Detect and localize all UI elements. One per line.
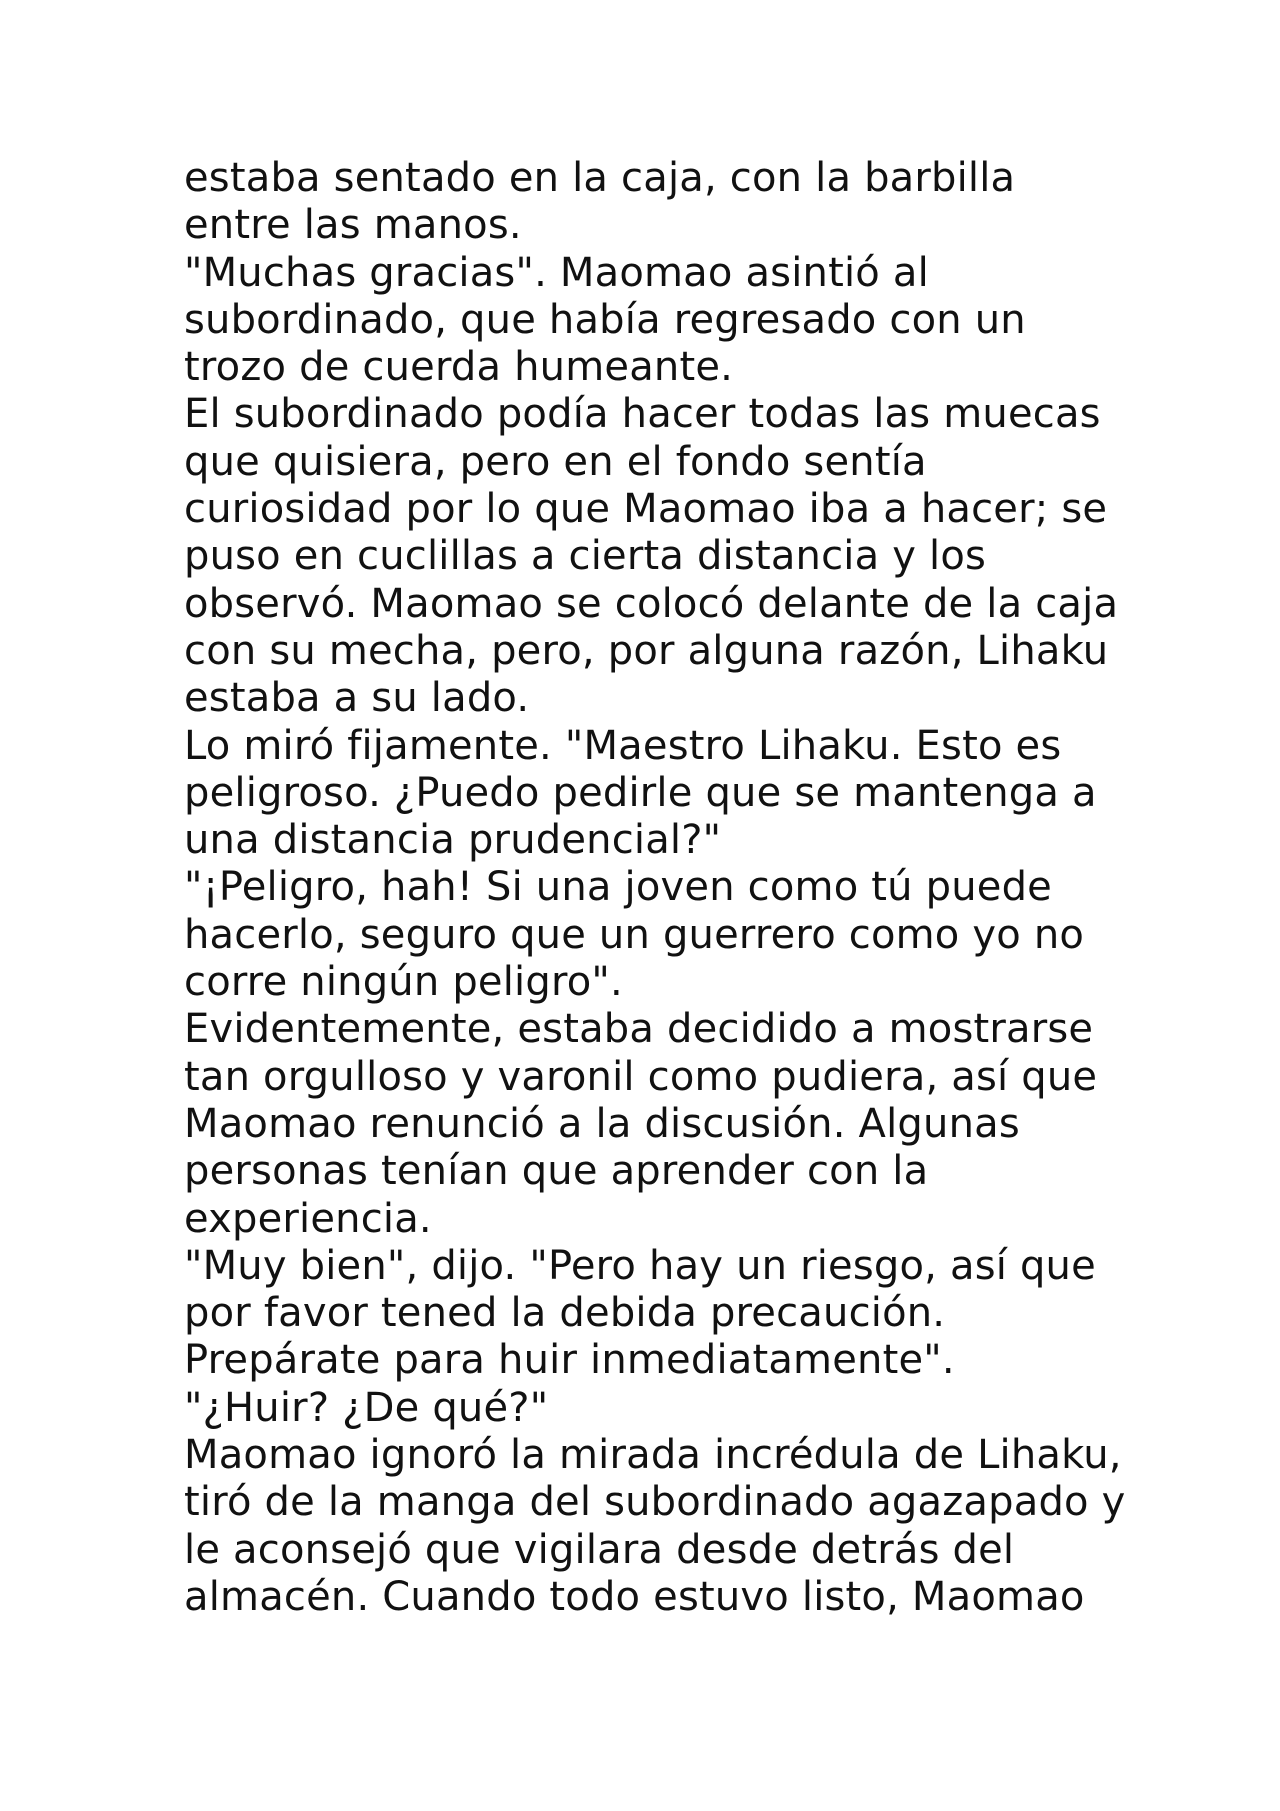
text-line: "¡Peligro, hah! Si una joven como tú puede	[184, 864, 1052, 911]
text-line: Maomao renunció a la discusión. Algunas	[184, 1100, 1020, 1147]
text-line: trozo de cuerda humeante.	[184, 344, 734, 391]
body-text	[184, 155, 1184, 1621]
text-line: Maomao ignoró la mirada incrédula de Lihaku,	[184, 1432, 1122, 1479]
text-line: "¿Huir? ¿De qué?"	[184, 1384, 549, 1431]
text-line: El subordinado podía hacer todas las muecas	[184, 391, 1101, 438]
text-line: estaba a su lado.	[184, 675, 530, 722]
text-line: hacerlo, seguro que un guerrero como yo no	[184, 911, 1085, 958]
text-line: personas tenían que aprender con la	[184, 1148, 929, 1195]
text-line: almacén. Cuando todo estuvo listo, Maomao	[184, 1573, 1085, 1620]
text-line: "Muy bien", dijo. "Pero hay un riesgo, así que	[184, 1242, 1096, 1289]
text-line: peligroso. ¿Puedo pedirle que se mantenga a	[184, 769, 1097, 816]
text-line: entre las manos.	[184, 202, 522, 249]
text-line: tan orgulloso y varonil como pudiera, así que	[184, 1053, 1098, 1100]
text-line: subordinado, que había regresado con un	[184, 296, 1026, 343]
text-line: observó. Maomao se colocó delante de la caja	[184, 580, 1119, 627]
text-line: estaba sentado en la caja, con la barbilla	[184, 155, 1016, 201]
text-line: una distancia prudencial?"	[184, 817, 722, 864]
text-line: Lo miró fijamente. "Maestro Lihaku. Esto es	[184, 722, 1062, 769]
text-line: por favor tened la debida precaución.	[184, 1290, 946, 1337]
text-line: experiencia.	[184, 1195, 432, 1242]
text-line: corre ningún peligro".	[184, 959, 623, 1006]
text-line: curiosidad por lo que Maomao iba a hacer; se	[184, 486, 1108, 533]
text-line: "Muchas gracias". Maomao asintió al	[184, 249, 929, 296]
text-line: que quisiera, pero en el fondo sentía	[184, 438, 927, 485]
text-line: tiró de la manga del subordinado agazapado y	[184, 1479, 1126, 1526]
text-line: Evidentemente, estaba decidido a mostrarse	[184, 1006, 1094, 1053]
text-line: puso en cuclillas a cierta distancia y los	[184, 533, 987, 580]
text-line: le aconsejó que vigilara desde detrás del	[184, 1526, 1015, 1573]
text-line: con su mecha, pero, por alguna razón, Lihaku	[184, 627, 1109, 674]
text-line: Prepárate para huir inmediatamente".	[184, 1337, 955, 1384]
